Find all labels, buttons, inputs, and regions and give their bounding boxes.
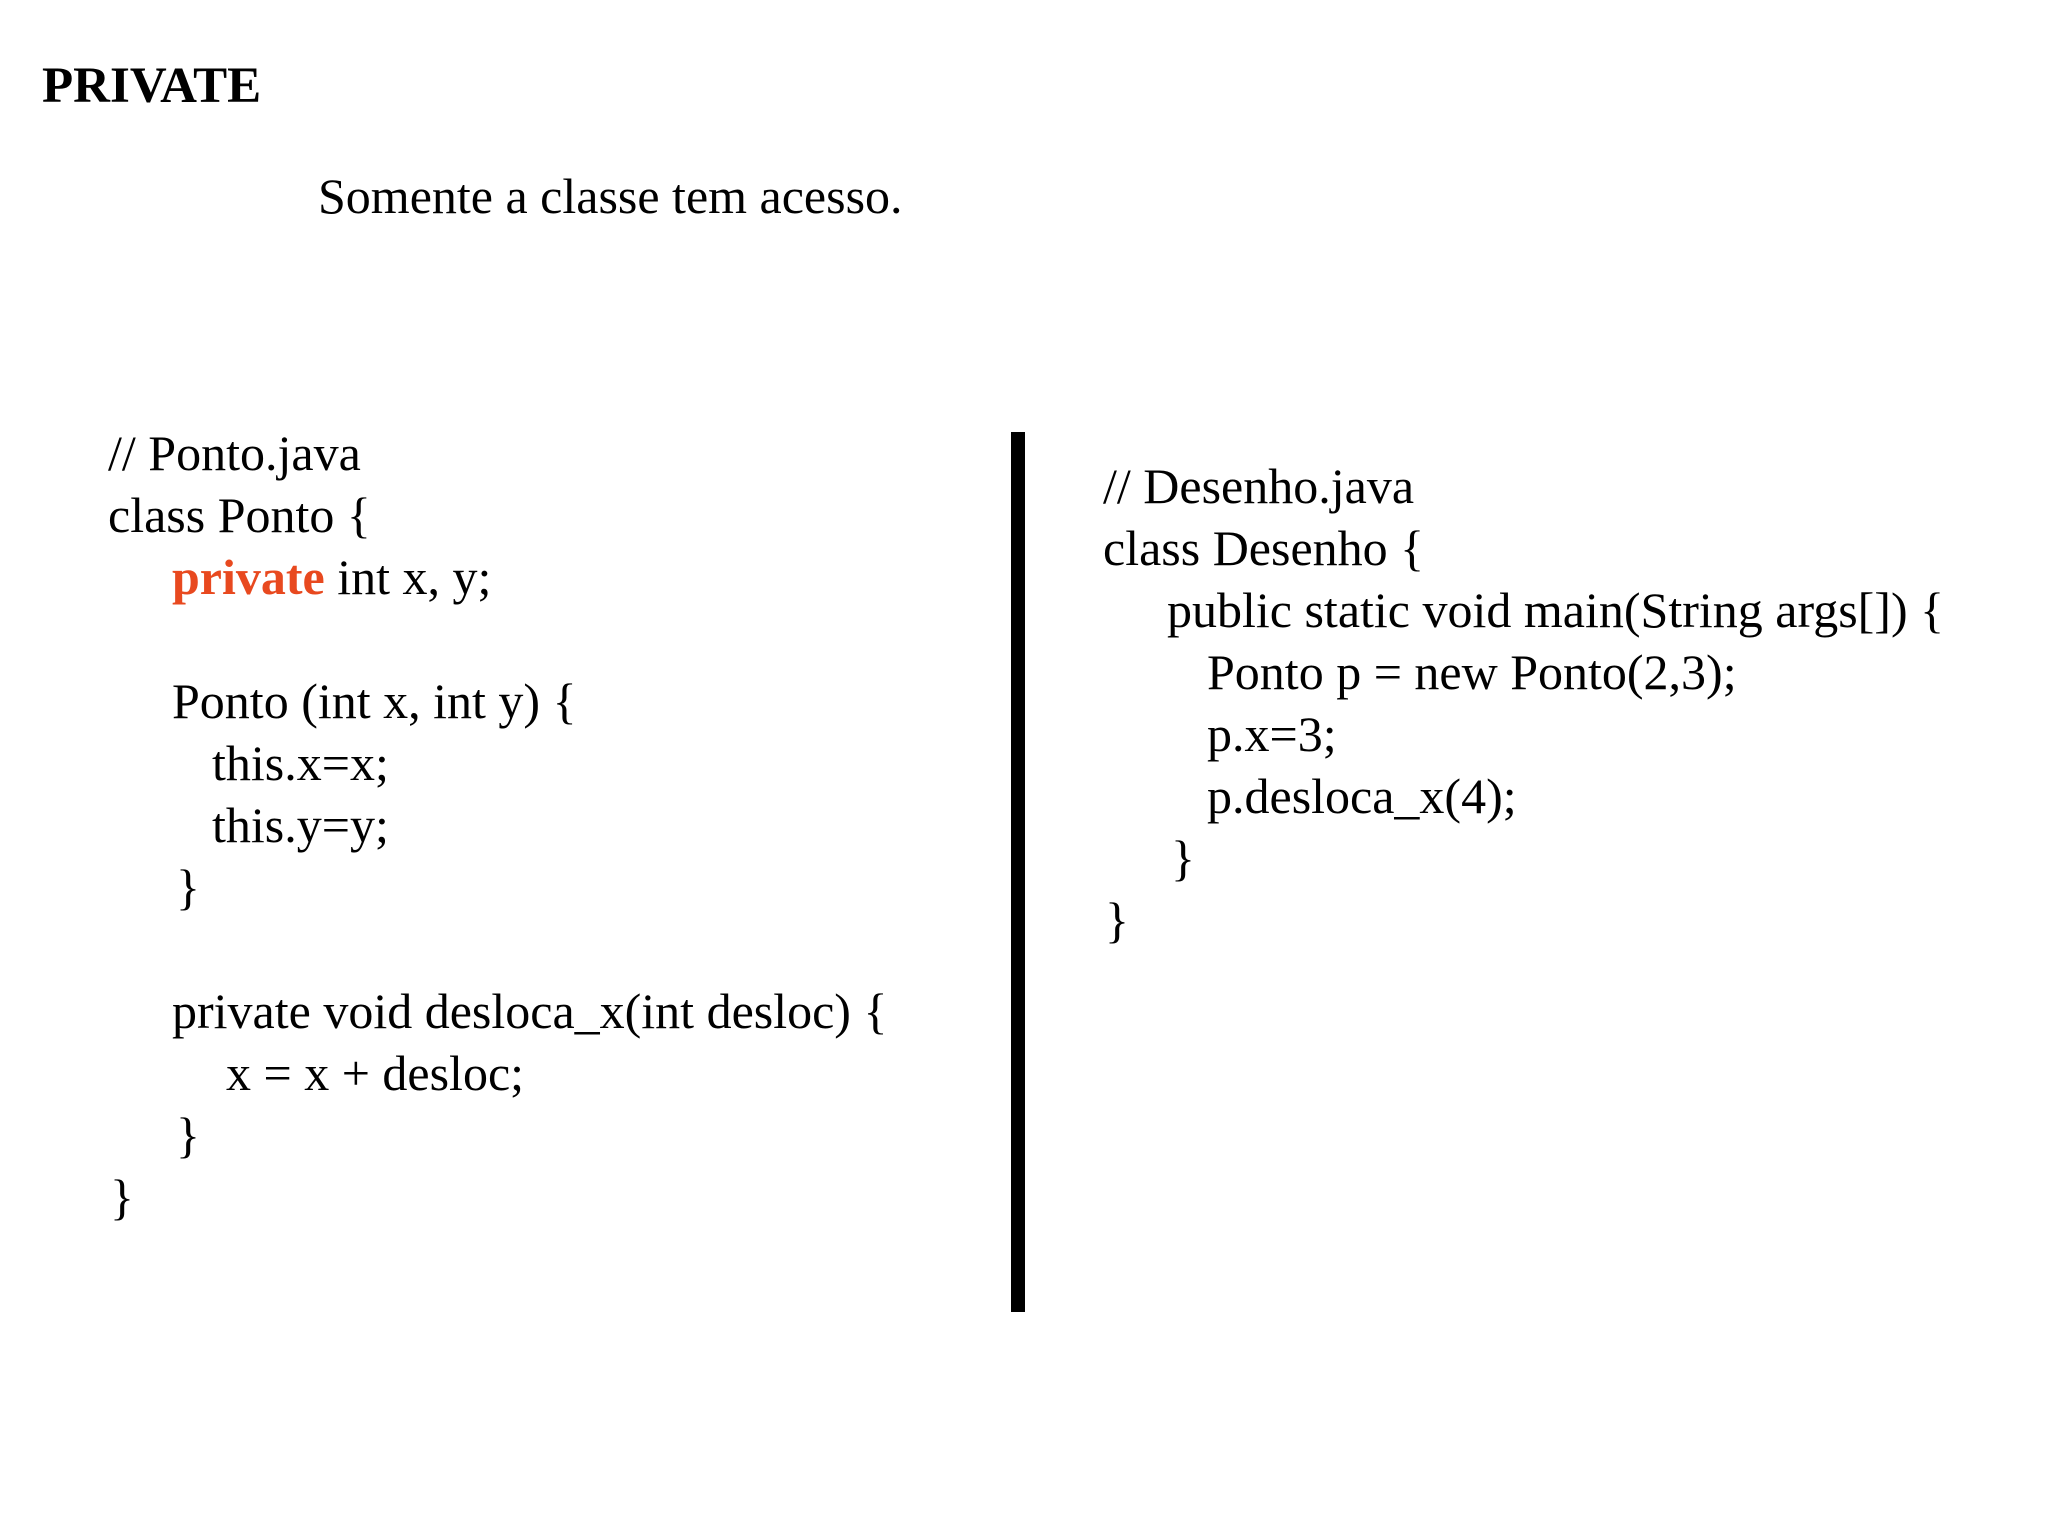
slide-subtitle: Somente a classe tem acesso.: [318, 168, 903, 224]
fields-declaration: int x, y;: [324, 549, 492, 605]
code-line: this.x=x;: [212, 735, 389, 791]
code-line: }: [176, 859, 200, 915]
code-line: class Desenho {: [1103, 520, 1425, 576]
code-line: class Ponto {: [108, 487, 371, 543]
code-line: }: [1171, 830, 1195, 886]
blank-line: [108, 608, 887, 670]
ponto-code-block: [108, 422, 887, 1228]
vertical-divider: [1011, 432, 1025, 1312]
code-line: p.desloca_x(4);: [1207, 768, 1517, 824]
code-line: public static void main(String args[]) {: [1167, 582, 1945, 638]
code-line: Ponto p = new Ponto(2,3);: [1207, 644, 1737, 700]
code-line: }: [176, 1107, 200, 1163]
code-line: this.y=y;: [212, 797, 389, 853]
code-line: p.x=3;: [1207, 706, 1337, 762]
code-line-fields: [108, 546, 887, 608]
code-line: // Ponto.java: [108, 425, 361, 481]
code-line: // Desenho.java: [1103, 458, 1415, 514]
code-line: Ponto (int x, int y) {: [172, 673, 577, 729]
private-keyword: private: [172, 549, 325, 605]
code-line: x = x + desloc;: [226, 1045, 525, 1101]
code-line: }: [1105, 892, 1129, 948]
code-line: }: [110, 1169, 134, 1225]
blank-line: [108, 918, 887, 980]
slide-title: PRIVATE: [42, 58, 262, 114]
code-line: private void desloca_x(int desloc) {: [172, 983, 888, 1039]
desenho-code-block: [1103, 455, 1944, 951]
